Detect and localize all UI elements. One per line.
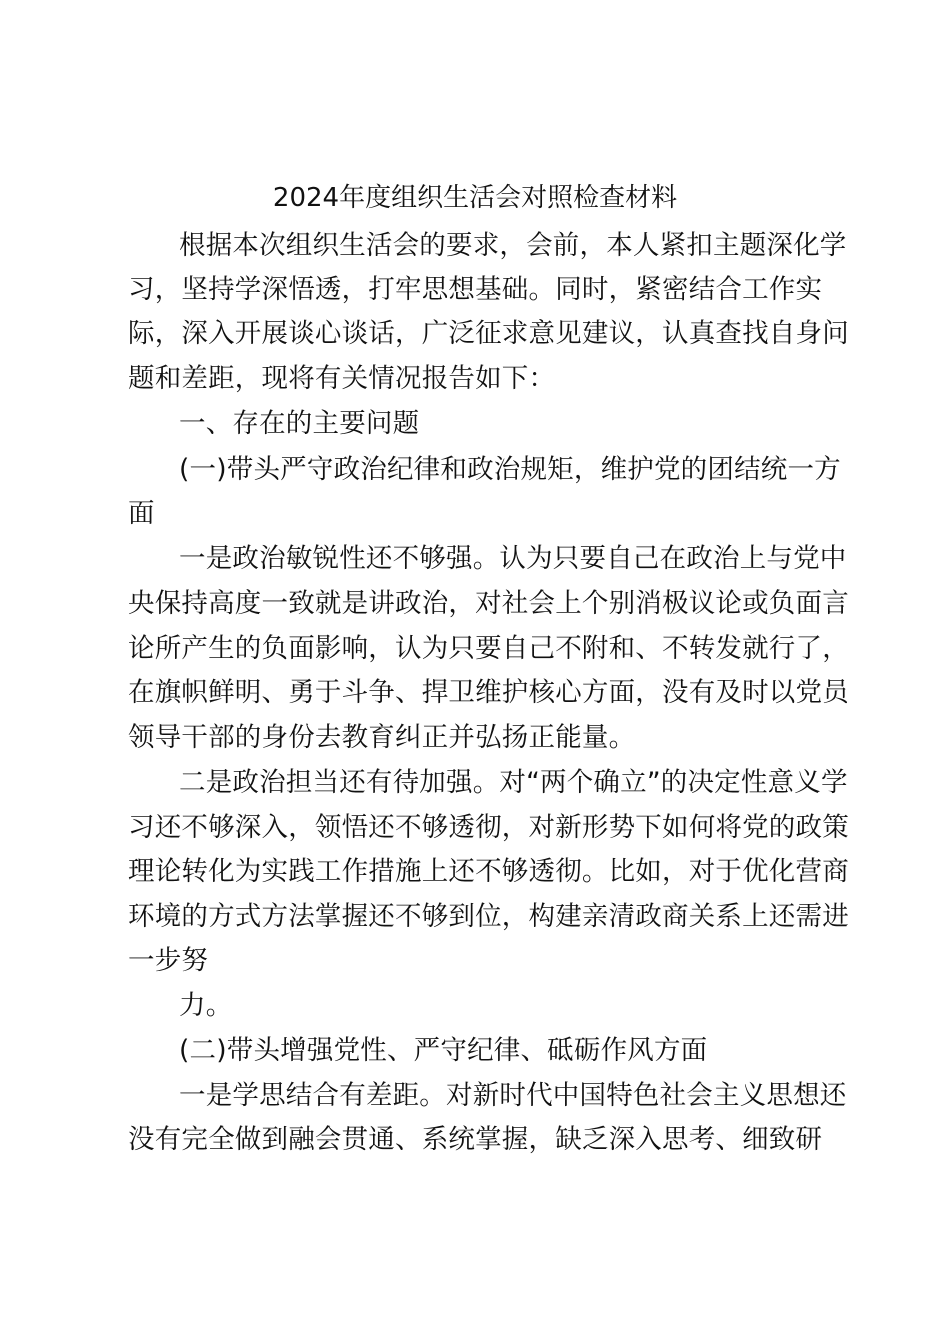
subsection-heading: (二)带头增强党性、严守纪律、砥砺作风方面 [179,1035,708,1066]
body-line: 际，深入开展谈心谈话，广泛征求意见建议，认真查找自身问 [128,318,849,349]
body-line: 在旗帜鲜明、勇于斗争、捍卫维护核心方面，没有及时以党员 [128,677,849,708]
document-title: 2024年度组织生活会对照检查材料 [272,183,678,213]
body-line: 根据本次组织生活会的要求，会前，本人紧扣主题深化学 [179,230,847,261]
body-line: 一步努 [128,945,209,976]
body-line: 理论转化为实践工作措施上还不够透彻。比如，对于优化营商 [128,856,849,887]
subsection-heading: (一)带头严守政治纪律和政治规矩，维护党的团结统一方 [179,454,841,485]
body-line: 习还不够深入，领悟还不够透彻，对新形势下如何将党的政策 [128,812,849,843]
body-line: 习，坚持学深悟透，打牢思想基础。同时，紧密结合工作实 [128,274,823,305]
body-line: 力。 [179,990,233,1021]
body-line: 央保持高度一致就是讲政治，对社会上个别消极议论或负面言 [128,588,849,619]
body-line: 一是政治敏锐性还不够强。认为只要自己在政治上与党中 [179,543,847,574]
body-line: 题和差距，现将有关情况报告如下： [128,363,556,394]
body-line: 没有完全做到融会贯通、系统掌握，缺乏深入思考、细致研 [128,1124,823,1155]
subsection-heading-continued: 面 [128,498,155,529]
body-line: 论所产生的负面影响，认为只要自己不附和、不转发就行了， [128,633,849,664]
body-line: 二是政治担当还有待加强。对“两个确立”的决定性意义学 [179,767,848,798]
body-line: 领导干部的身份去教育纠正并弘扬正能量。 [128,722,636,753]
body-line: 环境的方式方法掌握还不够到位，构建亲清政商关系上还需进 [128,901,849,932]
body-line: 一是学思结合有差距。对新时代中国特色社会主义思想还 [179,1080,847,1111]
section-heading: 一、存在的主要问题 [179,408,420,439]
